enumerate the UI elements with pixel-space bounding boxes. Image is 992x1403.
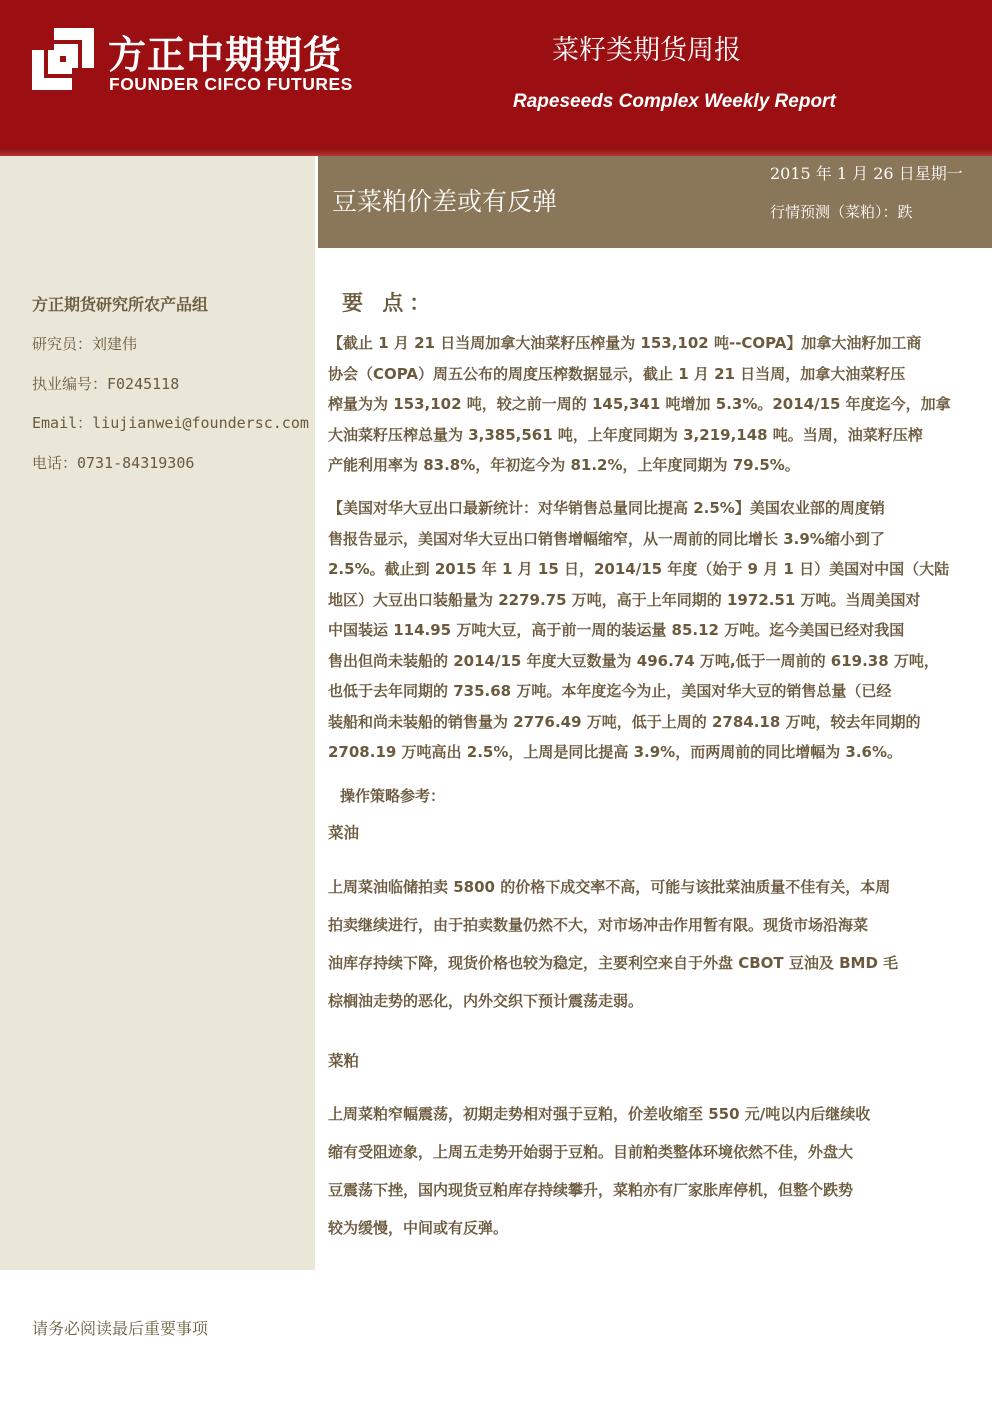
keypoints-heading: 要 点： [342,291,437,315]
disclaimer-note: 请务必阅读最后重要事项 [32,1319,209,1338]
paragraph-line: 售报告显示，美国对华大豆出口销售增幅缩窄，从一周前的同比增长 3.9%缩小到了 [328,529,885,548]
paragraph-line: 中国装运 114.95 万吨大豆，高于前一周的装运量 85.12 万吨。迄今美国已经对我国 [328,621,905,639]
paragraph-line: 较为缓慢，中间或有反弹。 [328,1219,509,1237]
paragraph-line: 棕榈油走势的恶化，内外交织下预计震荡走弱。 [328,992,644,1010]
rapeseed-oil-heading: 菜油 [328,824,360,842]
rapeseed-meal-heading: 菜粕 [328,1052,360,1070]
paragraph-line: 【截止 1 月 21 日当周加拿大油菜籽压榨量为 153,102 吨--COPA】加拿大油籽加工商 [328,334,922,352]
paragraph-line: 大油菜籽压榨总量为 3,385,561 吨，上年度同期为 3,219,148 吨。当周，油菜籽压榨 [328,425,923,444]
paragraph-line: 拍卖继续进行，由于拍卖数量仍然不大，对市场冲击作用暂有限。现货市场沿海菜 [328,916,869,934]
analyst-email: Email：liujianwei@foundersc.com [32,414,309,432]
headline-title: 豆菜粕价差或有反弹 [332,187,558,216]
report-title-en: Rapeseeds Complex Weekly Report [513,91,836,112]
paragraph-line: 2708.19 万吨高出 2.5%，上周是同比提高 3.9%，而两周前的同比增幅为 3.6%。 [328,743,903,761]
paragraph-line: 也低于去年同期的 735.68 万吨。本年度迄今为止，美国对华大豆的销售总量（已经 [328,682,892,700]
rapeseed-oil-paragraph [328,868,898,1020]
founder-logo-icon [32,28,94,90]
paragraph-line: 上周菜油临储拍卖 5800 的价格下成交率不高，可能与该批菜油质量不佳有关，本周 [328,878,891,896]
analyst-phone: 电话：0731-84319306 [32,454,195,472]
license-number: 执业编号：F0245118 [32,375,180,393]
rapeseed-meal-paragraph [328,1095,870,1247]
report-body [328,285,992,1270]
company-name-cn: 方正中期期货 [108,33,343,77]
report-date: 2015 年 1 月 26 日星期一 [770,164,963,183]
paragraph-line: 产能利用率为 83.8%，年初迄今为 81.2%，上年度同期为 79.5%。 [328,456,800,474]
strategy-heading: 操作策略参考： [340,787,446,805]
paragraph-line: 2.5%。截止到 2015 年 1 月 15 日，2014/15 年度（始于 9 月 1 日）美国对中国（大陆 [328,560,950,578]
header-divider [0,148,992,156]
paragraph-line: 油库存持续下降，现货价格也较为稳定，主要利空来自于外盘 CBOT 豆油及 BMD 毛 [328,954,899,972]
paragraph-line: 豆震荡下挫，国内现货豆粕库存持续攀升，菜粕亦有厂家胀库停机，但整个跌势 [328,1181,854,1199]
paragraph-line: 榨量为为 153,102 吨，较之前一周的 145,341 吨增加 5.3%。2014/15 年度迄今，加拿 [328,395,951,413]
market-forecast: 行情预测（菜粕）：跌 [770,203,913,221]
paragraph-us-soybean-exports [328,493,949,768]
company-name-en: FOUNDER CIFCO FUTURES [109,74,353,94]
paragraph-line: 上周菜粕窄幅震荡，初期走势相对强于豆粕，价差收缩至 550 元/吨以内后继续收 [328,1105,871,1123]
paragraph-line: 装船和尚未装船的销售量为 2776.49 万吨，低于上周的 2784.18 万吨，较去年同期的 [328,712,921,731]
company-logo [30,24,370,104]
paragraph-line: 售出但尚未装船的 2014/15 年度大豆数量为 496.74 万吨,低于一周前的 619.38 万吨， [328,651,939,670]
paragraph-canola-crush [328,328,951,481]
research-group: 方正期货研究所农产品组 [32,295,209,314]
paragraph-line: 【美国对华大豆出口最新统计：对华销售总量同比提高 2.5%】美国农业部的周度销 [328,499,885,517]
paragraph-line: 地区）大豆出口装船量为 2279.75 万吨，高于上年同期的 1972.51 万吨。当周美国对 [328,590,921,609]
paragraph-line: 缩有受阻迹象，上周五走势开始弱于豆粕。目前粕类整体环境依然不佳，外盘大 [328,1143,854,1161]
paragraph-line: 协会（COPA）周五公布的周度压榨数据显示，截止 1 月 21 日当周，加拿大油菜籽压 [328,364,906,383]
report-title-cn: 菜籽类期货周报 [552,35,741,66]
author-sidebar [0,156,315,1270]
analyst-name: 研究员：刘建伟 [32,335,138,353]
